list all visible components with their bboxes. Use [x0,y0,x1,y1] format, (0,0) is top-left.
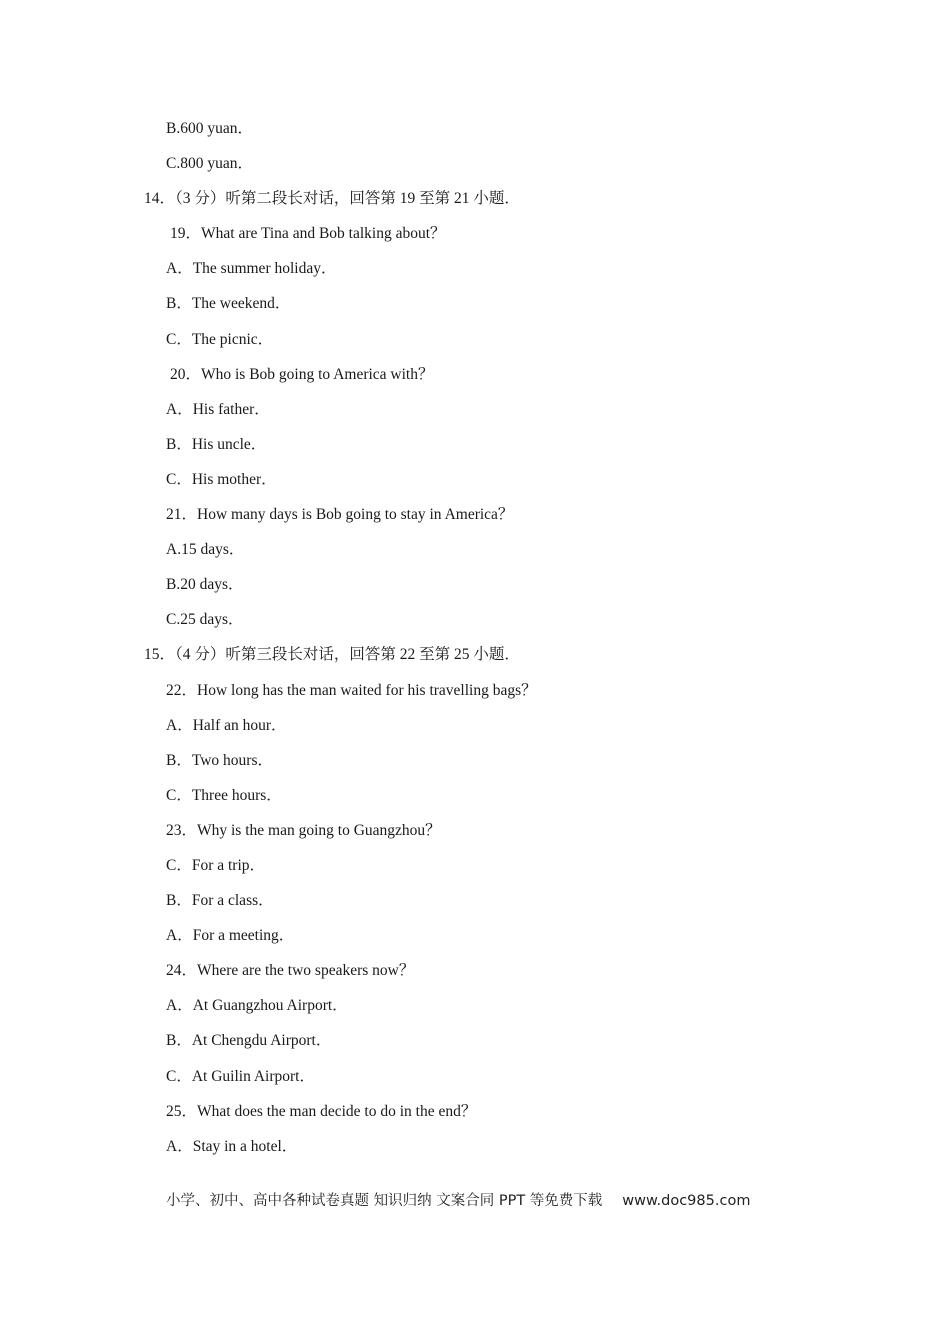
q19-option-b: B．The weekend． [166,295,291,313]
q23-option-b: B．For a class． [166,892,274,910]
q20-option-c: C．His mother． [166,470,277,488]
question-22: 22．How long has the man waited for his travelling bags？ [166,681,537,699]
q21-option-b: B.20 days． [166,576,244,594]
q22-option-b: B．Two hours． [166,751,273,769]
q22-option-a: A．Half an hour． [166,716,287,734]
q20-option-b: B．His uncle． [166,435,267,453]
section-14-heading: 14．（3 分）听第二段长对话，回答第 19 至第 21 小题． [144,190,520,208]
q23-option-c: C．For a trip． [166,856,266,874]
q25-option-a: A．Stay in a hotel． [166,1137,298,1155]
q24-option-b: B．At Chengdu Airport． [166,1032,332,1050]
q19-option-c: C．The picnic． [166,330,274,348]
section-15-heading: 15．（4 分）听第三段长对话，回答第 22 至第 25 小题． [144,646,520,664]
q22-option-c: C．Three hours． [166,786,282,804]
document-body [0,111,950,1164]
footer-site-link[interactable]: www.doc985.com [622,1193,751,1209]
q19-option-a: A．The summer holiday． [166,260,337,278]
question-23: 23．Why is the man going to Guangzhou？ [166,821,441,839]
q20-option-a: A．His father． [166,400,270,418]
question-20: 20．Who is Bob going to America with？ [170,365,434,383]
q24-option-c: C．At Guilin Airport． [166,1067,315,1085]
q21-option-a: A.15 days． [166,541,245,559]
question-24: 24．Where are the two speakers now？ [166,962,415,980]
q23-option-a: A．For a meeting． [166,927,295,945]
footer-text: 小学、初中、高中各种试卷真题 知识归纳 文案合同 PPT 等免费下载 [166,1193,603,1209]
question-25: 25．What does the man decide to do in the end？ [166,1102,477,1120]
option-b-600: B.600 yuan． [166,120,253,137]
q21-option-c: C.25 days． [166,611,244,629]
page-footer [166,1188,750,1214]
question-21: 21．How many days is Bob going to stay in America？ [166,506,514,524]
question-19: 19．What are Tina and Bob talking about？ [170,225,446,243]
option-c-800: C.800 yuan． [166,155,253,173]
q24-option-a: A．At Guangzhou Airport． [166,997,348,1015]
